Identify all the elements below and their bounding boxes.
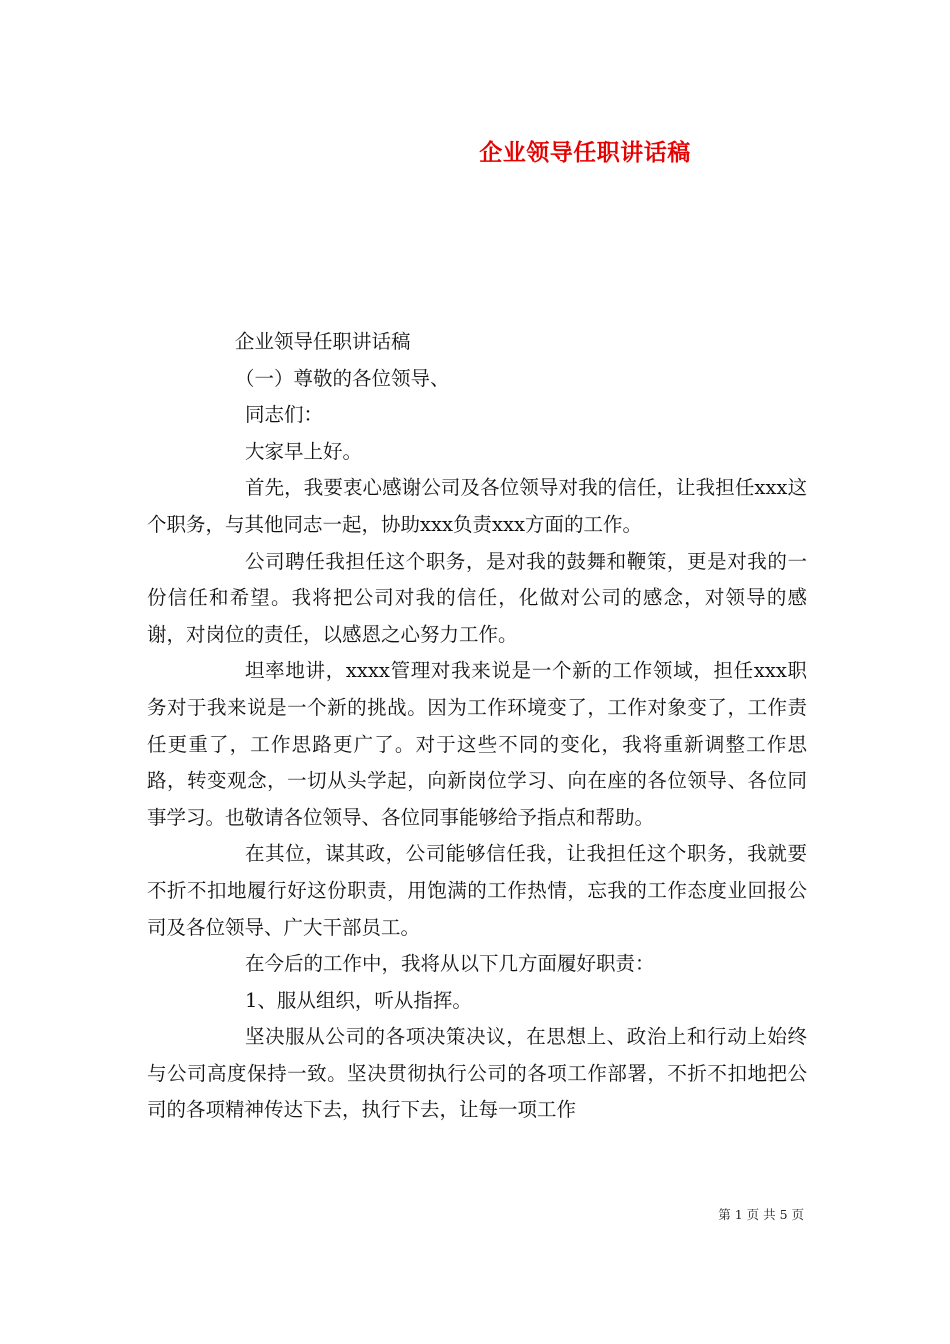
paragraph-obey: 坚决服从公司的各项决策决议，在思想上、政治上和行动上始终与公司高度保持一致。坚决贯彻执行公司的各项工作部署，不折不扣地把公司的各项精神传达下去，执行下去，让每一项工作 (147, 1025, 807, 1122)
document-body (147, 324, 807, 1129)
body-heading: 企业领导任职讲话稿 (235, 330, 411, 353)
paragraph-thanks: 首先，我要衷心感谢公司及各位领导对我的信任，让我担任xxx这个职务，与其他同志一起，协助xxx负责xxx方面的工作。 (147, 476, 807, 536)
list-item-1: 1、服从组织，听从指挥。 (245, 988, 472, 1012)
page-number-footer: 第 1 页 共 5 页 (718, 1207, 804, 1222)
paragraph-plan-intro: 在今后的工作中，我将从以下几方面履好职责： (245, 952, 655, 976)
salutation-continued: 同志们： (245, 403, 324, 427)
paragraph-appointment: 公司聘任我担任这个职务，是对我的鼓舞和鞭策，更是对我的一份信任和希望。我将把公司对我的信任，化做对公司的感念，对领导的感谢，对岗位的责任，以感恩之心努力工作。 (147, 549, 807, 646)
paragraph-challenge: 坦率地讲，xxxx管理对我来说是一个新的工作领域，担任xxx职务对于我来说是一个新的挑战。因为工作环境变了，工作对象变了，工作责任更重了，工作思路更广了。对于这些不同的变化，我将重新调整工作思路，转变观念，一切从头学起，向新岗位学习、向在座的各位领导、各位同事学习。也敬请各位领导、各位同事能够给予指点和帮助。 (147, 659, 807, 829)
paragraph-duty: 在其位，谋其政，公司能够信任我，让我担任这个职务，我就要不折不扣地履行好这份职责，用饱满的工作热情，忘我的工作态度业回报公司及各位领导、广大干部员工。 (147, 842, 807, 939)
greeting: 大家早上好。 (245, 439, 363, 463)
salutation-line: （一）尊敬的各位领导、 (235, 366, 450, 390)
document-title: 企业领导任职讲话稿 (479, 139, 691, 166)
